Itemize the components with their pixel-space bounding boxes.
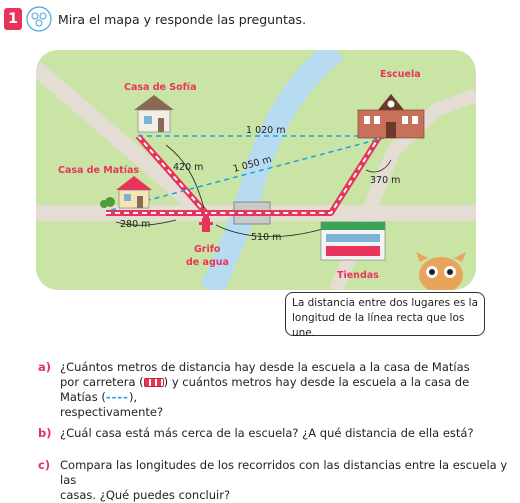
exercise-number: 1	[4, 8, 22, 30]
dist-sofia-grifo: 420 m	[173, 162, 204, 173]
note-line-2: longitud de la línea recta que los une.	[292, 312, 465, 339]
question-b-text: ¿Cuál casa está más cerca de la escuela? ¿A qué distancia de ella está?	[60, 426, 474, 440]
definition-note	[285, 292, 485, 339]
question-b	[38, 426, 508, 442]
shops-icon	[321, 222, 385, 260]
dist-sofia-escuela: 1 020 m	[246, 125, 286, 136]
question-a-line-1: ¿Cuántos metros de distancia hay desde la escuela a la casa de Matías	[60, 360, 470, 374]
road-legend-icon	[144, 378, 164, 387]
label-tiendas: Tiendas	[337, 270, 379, 281]
dist-escuela-tiendas: 370 m	[370, 175, 401, 186]
label-grifo-2: de agua	[186, 257, 229, 268]
label-casa-matias: Casa de Matías	[58, 165, 140, 176]
instruction-text: Mira el mapa y responde las preguntas.	[58, 12, 307, 27]
dist-matias-escuela: 1 050 m	[231, 154, 273, 175]
question-c-line-2: casas. ¿Qué puedes concluir?	[60, 488, 231, 502]
question-c-line-1: Compara las longitudes de los recorridos con las distancias entre la escuela y las	[60, 458, 508, 487]
group-work-icon	[26, 6, 52, 32]
dist-matias-grifo: 280 m	[120, 219, 151, 230]
label-escuela: Escuela	[380, 69, 421, 80]
question-c-mark: c)	[38, 458, 51, 472]
label-grifo-1: Grifo	[194, 244, 221, 255]
dist-grifo-tiendas: 510 m	[251, 232, 282, 243]
tarsier-character-icon	[416, 252, 466, 290]
map-illustration	[36, 50, 476, 290]
note-line-1: La distancia entre dos lugares es la	[292, 297, 479, 309]
question-c	[38, 458, 508, 502]
question-a-line-2	[60, 375, 510, 405]
question-a-mark: a)	[38, 360, 52, 374]
dashed-line-legend: ----	[105, 390, 129, 404]
label-casa-sofia: Casa de Sofía	[124, 82, 197, 93]
question-a	[38, 360, 508, 419]
question-b-mark: b)	[38, 426, 52, 440]
question-a-text-mid: ) y cuántos metros hay desde la escuela a la casa de Matías (	[60, 375, 470, 404]
question-a-line-3: respectivamente?	[60, 405, 164, 419]
question-a-text-before: por carretera (	[60, 375, 144, 389]
question-a-text-after: ),	[128, 390, 138, 404]
